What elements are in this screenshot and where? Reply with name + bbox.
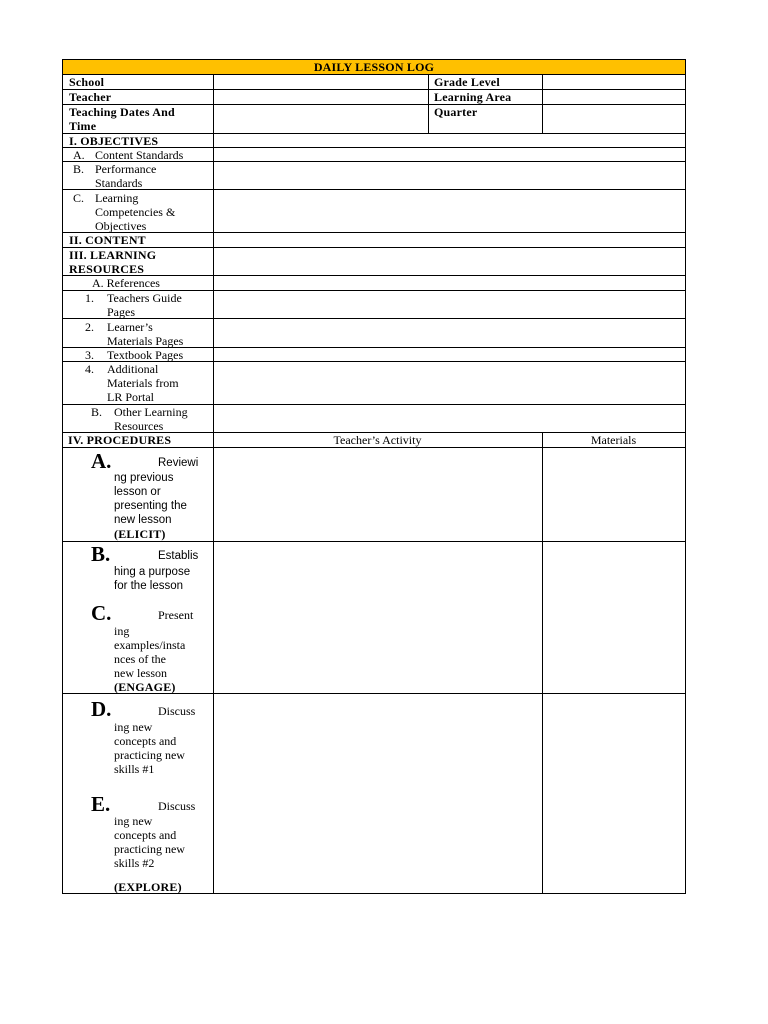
procedure-d-text-3: concepts and: [114, 734, 177, 748]
objective-b-letter: B.: [73, 162, 85, 176]
procedure-e-letter: E.: [91, 792, 111, 816]
objective-a-label: Content Standards: [95, 148, 184, 162]
resource-1-label-1: Teachers Guide: [107, 291, 182, 305]
procedure-e-text-1: Discuss: [158, 799, 196, 813]
procedure-bc-tag: (ENGAGE): [114, 680, 176, 694]
procedure-c-text-1: Present: [158, 608, 194, 622]
procedure-a-text-2: ng previous: [114, 472, 174, 484]
procedures-heading: IV. PROCEDURES: [68, 433, 172, 447]
teacher-label: Teacher: [69, 90, 112, 104]
teaching-time-label: Time: [69, 119, 97, 133]
procedure-c-letter: C.: [91, 601, 112, 625]
resources-heading-1: III. LEARNING: [69, 248, 157, 262]
procedure-a-text-1: Reviewi: [158, 457, 199, 469]
resource-1-label-2: Pages: [107, 305, 135, 319]
procedure-a-text-3: lesson or: [114, 486, 161, 498]
procedure-b-text-2: hing a purpose: [114, 566, 191, 578]
quarter-label: Quarter: [434, 105, 478, 119]
teacher-activity-column-header: Teacher’s Activity: [333, 433, 422, 447]
procedure-d-letter: D.: [91, 697, 112, 721]
procedure-e-text-4: practicing new: [114, 842, 185, 856]
procedure-c-text-5: new lesson: [114, 666, 167, 680]
objective-b-label-2: Standards: [95, 176, 143, 190]
procedure-b-letter: B.: [91, 542, 111, 566]
resource-1-number: 1.: [85, 291, 94, 305]
objective-a-letter: A.: [73, 148, 85, 162]
procedure-e-text-3: concepts and: [114, 828, 177, 842]
materials-column-header: Materials: [590, 433, 637, 447]
procedure-a-text-4: presenting the: [114, 500, 187, 512]
procedure-de-tag: (EXPLORE): [114, 880, 182, 894]
procedure-c-text-3: examples/insta: [114, 638, 186, 652]
procedure-a-letter: A.: [91, 449, 112, 473]
procedure-d-text-4: practicing new: [114, 748, 185, 762]
resource-2-label-2: Materials Pages: [107, 334, 184, 348]
content-heading: II. CONTENT: [69, 233, 146, 247]
resource-4-label-3: LR Portal: [107, 390, 154, 404]
resource-4-label-1: Additional: [107, 362, 159, 376]
procedure-e-text-2: ing new: [114, 814, 153, 828]
objective-c-label-3: Objectives: [95, 219, 147, 233]
objective-c-label-2: Competencies &: [95, 205, 176, 219]
teaching-dates-label: Teaching Dates And: [69, 105, 175, 119]
other-resources-label-2: Resources: [114, 419, 164, 433]
resource-4-number: 4.: [85, 362, 94, 376]
objectives-heading: I. OBJECTIVES: [69, 134, 159, 148]
resource-3-number: 3.: [85, 348, 94, 362]
procedure-a-text-5: new lesson: [114, 514, 172, 526]
procedure-c-text-4: nces of the: [114, 652, 166, 666]
procedure-d-text-2: ing new: [114, 720, 153, 734]
school-label: School: [69, 75, 105, 89]
resource-4-label-2: Materials from: [107, 376, 179, 390]
grade-level-label: Grade Level: [434, 75, 500, 89]
procedure-b-text-3: for the lesson: [114, 580, 184, 592]
resource-3-label: Textbook Pages: [107, 348, 184, 362]
procedure-c-text-2: ing: [114, 624, 130, 638]
other-resources-letter: B.: [91, 405, 103, 419]
procedure-e-text-5: skills #2: [114, 856, 155, 870]
resource-2-number: 2.: [85, 320, 94, 334]
objective-c-letter: C.: [73, 191, 85, 205]
page-title: DAILY LESSON LOG: [313, 60, 435, 74]
procedure-d-text-1: Discuss: [158, 704, 196, 718]
resource-2-label-1: Learner’s: [107, 320, 153, 334]
resources-heading-2: RESOURCES: [69, 262, 145, 276]
procedure-d-text-5: skills #1: [114, 762, 155, 776]
procedure-a-tag: (ELICIT): [114, 527, 166, 541]
procedure-b-text-1: Establis: [158, 550, 199, 562]
learning-area-label: Learning Area: [434, 90, 512, 104]
other-resources-label-1: Other Learning: [114, 405, 188, 419]
objective-c-label-1: Learning: [95, 191, 139, 205]
objective-b-label-1: Performance: [95, 162, 157, 176]
references-label: A. References: [92, 276, 160, 290]
